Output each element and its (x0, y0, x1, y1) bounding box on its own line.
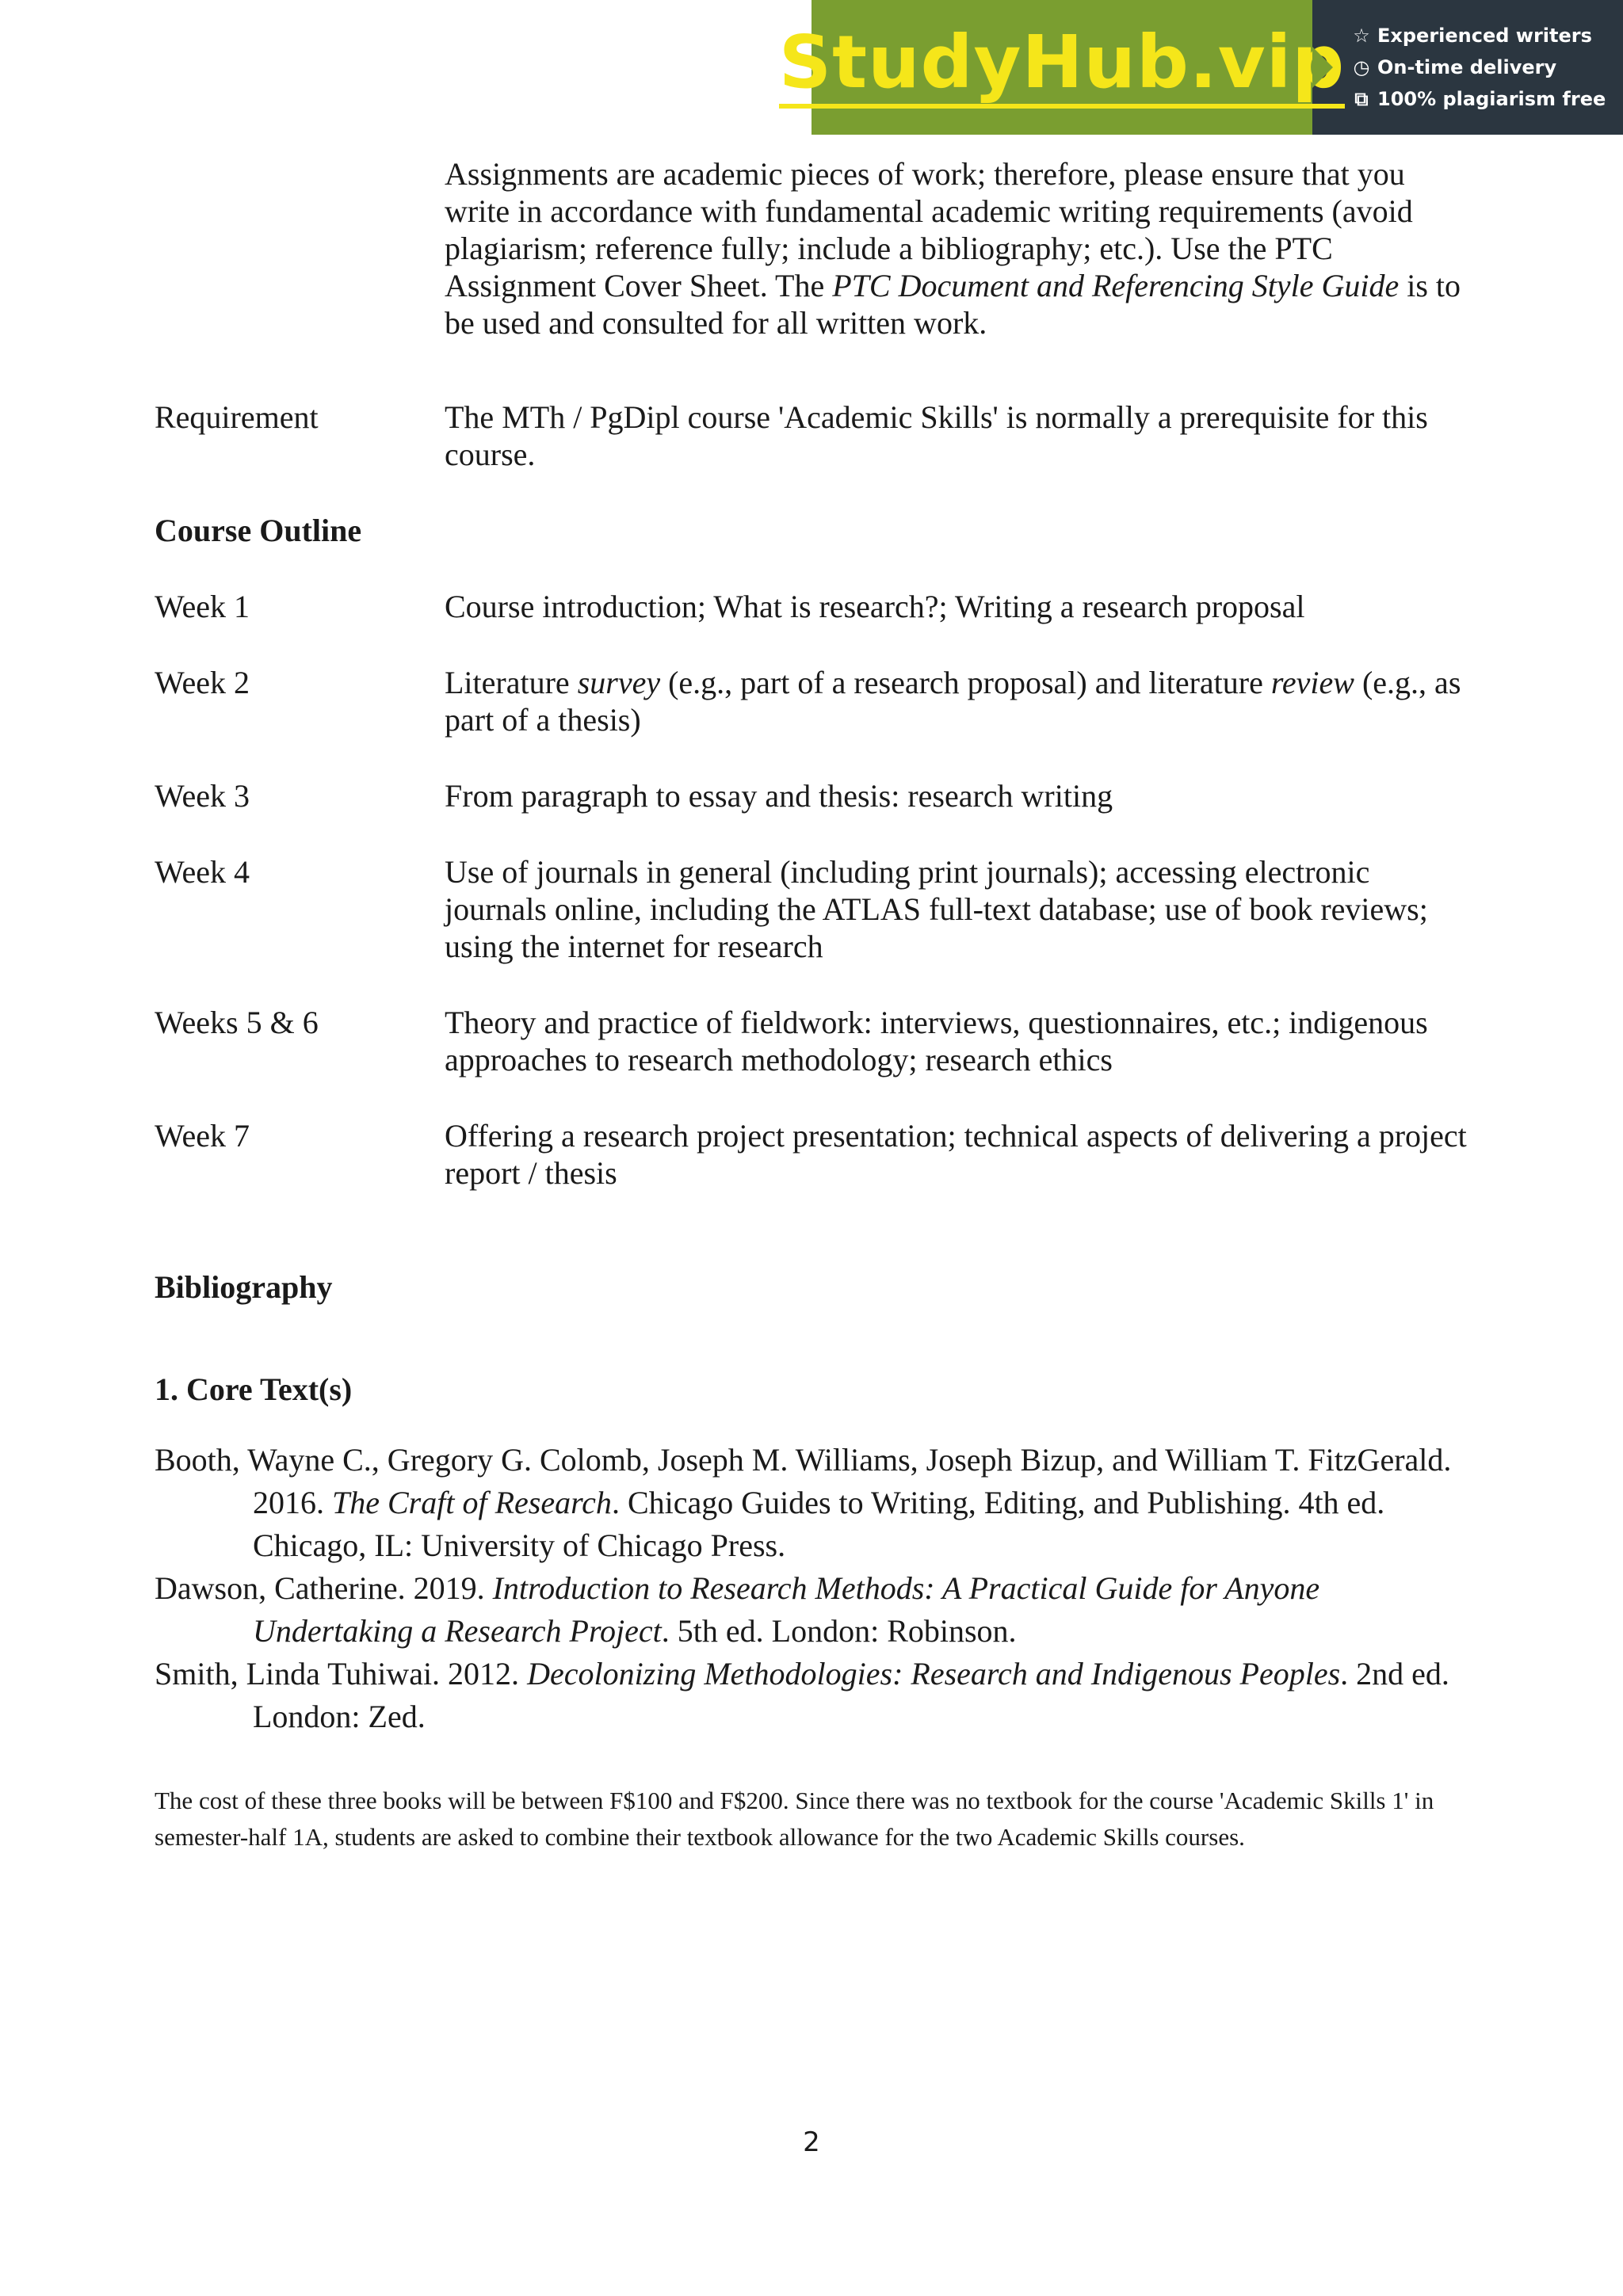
feature-label: Experienced writers (1377, 25, 1592, 47)
assignment-guidelines (445, 155, 1475, 341)
intro-text-end: is to be used and consulted for all written work. (445, 268, 1461, 341)
star-icon: ☆ (1353, 25, 1370, 47)
brand-panel (778, 0, 1346, 135)
week-text: Offering a research project presentation; technical aspects of delivering a project report / thesis (445, 1118, 1467, 1191)
promo-banner[interactable] (778, 0, 1623, 135)
feature-item (1352, 25, 1623, 47)
bibliography-entry: Dawson, Catherine. 2019. Introduction to Research Methods: A Practical Guide for Anyone Undertaking a Research Project. 5th ed. London: Robinson. (155, 1570, 1320, 1649)
intro-text: Assignments are academic pieces of work; therefore, please ensure that you write in accordance with fundamental academic writing requirements (avoid plagiarism; reference fully; include a bibliography; etc.). Use the PTC Assignment Cover Sheet. The (445, 156, 1413, 303)
week-label: Week 2 (155, 665, 250, 700)
page-number: 2 (803, 2126, 820, 2158)
requirement-label: Requirement (155, 399, 319, 435)
features-panel (1312, 0, 1623, 135)
week-text: Course introduction; What is research?; Writing a research proposal (445, 589, 1305, 624)
bibliography-entry: Smith, Linda Tuhiwai. 2012. Decolonizing Methodologies: Research and Indigenous Peoples. 2nd ed. London: Zed. (155, 1656, 1449, 1734)
core-texts-heading: 1. Core Text(s) (155, 1371, 353, 1407)
course-outline-heading: Course Outline (155, 513, 362, 548)
bibliography-heading: Bibliography (155, 1269, 333, 1305)
requirement-text: The MTh / PgDipl course 'Academic Skills' is normally a prerequisite for this course. (445, 399, 1428, 472)
week-label: Weeks 5 & 6 (155, 1005, 319, 1040)
book-title: Introduction to Research Methods: A Practical Guide for Anyone Undertaking a Research Project (253, 1570, 1320, 1649)
feature-item (1352, 88, 1623, 110)
copy-icon: ⧉ (1354, 88, 1369, 110)
week-text: Use of journals in general (including print journals); accessing electronic journals online, including the ATLAS full-text database; use of book reviews; using the internet for research (445, 854, 1428, 964)
book-title: The Craft of Research (332, 1485, 612, 1520)
style-guide-title: PTC Document and Referencing Style Guide (832, 268, 1400, 303)
week-text: From paragraph to essay and thesis: research writing (445, 778, 1113, 814)
feature-label: On-time delivery (1377, 56, 1557, 78)
week-label: Week 4 (155, 854, 250, 890)
clock-icon: ◷ (1353, 56, 1370, 78)
brand-logo: StudyHub.vip (779, 26, 1345, 109)
book-title: Decolonizing Methodologies: Research and Indigenous Peoples (527, 1656, 1341, 1691)
week-label: Week 7 (155, 1118, 250, 1154)
feature-item (1352, 56, 1623, 78)
bibliography-list (155, 1439, 1486, 1738)
bibliography-entry: Booth, Wayne C., Gregory G. Colomb, Joseph M. Williams, Joseph Bizup, and William T. FitzGerald. 2016. The Craft of Research. Chicago Guides to Writing, Editing, and Publishing. 4th ed. Chicago, IL: University of Chicago Press. (155, 1442, 1452, 1563)
week-text: Literature survey (e.g., part of a research proposal) and literature review (e.g., as part of a thesis) (445, 665, 1461, 738)
week-text: Theory and practice of fieldwork: interviews, questionnaires, etc.; indigenous approaches to research methodology; research ethics (445, 1005, 1428, 1077)
banner-notch (1312, 47, 1333, 88)
week-label: Week 1 (155, 589, 250, 624)
week-label: Week 3 (155, 778, 250, 814)
cost-note: The cost of these three books will be between F$100 and F$200. Since there was no textbook for the course 'Academic Skills 1' in semester-half 1A, students are asked to combine their textbook allowance for the two Academic Skills courses. (155, 1787, 1434, 1851)
feature-label: 100% plagiarism free (1377, 88, 1606, 110)
